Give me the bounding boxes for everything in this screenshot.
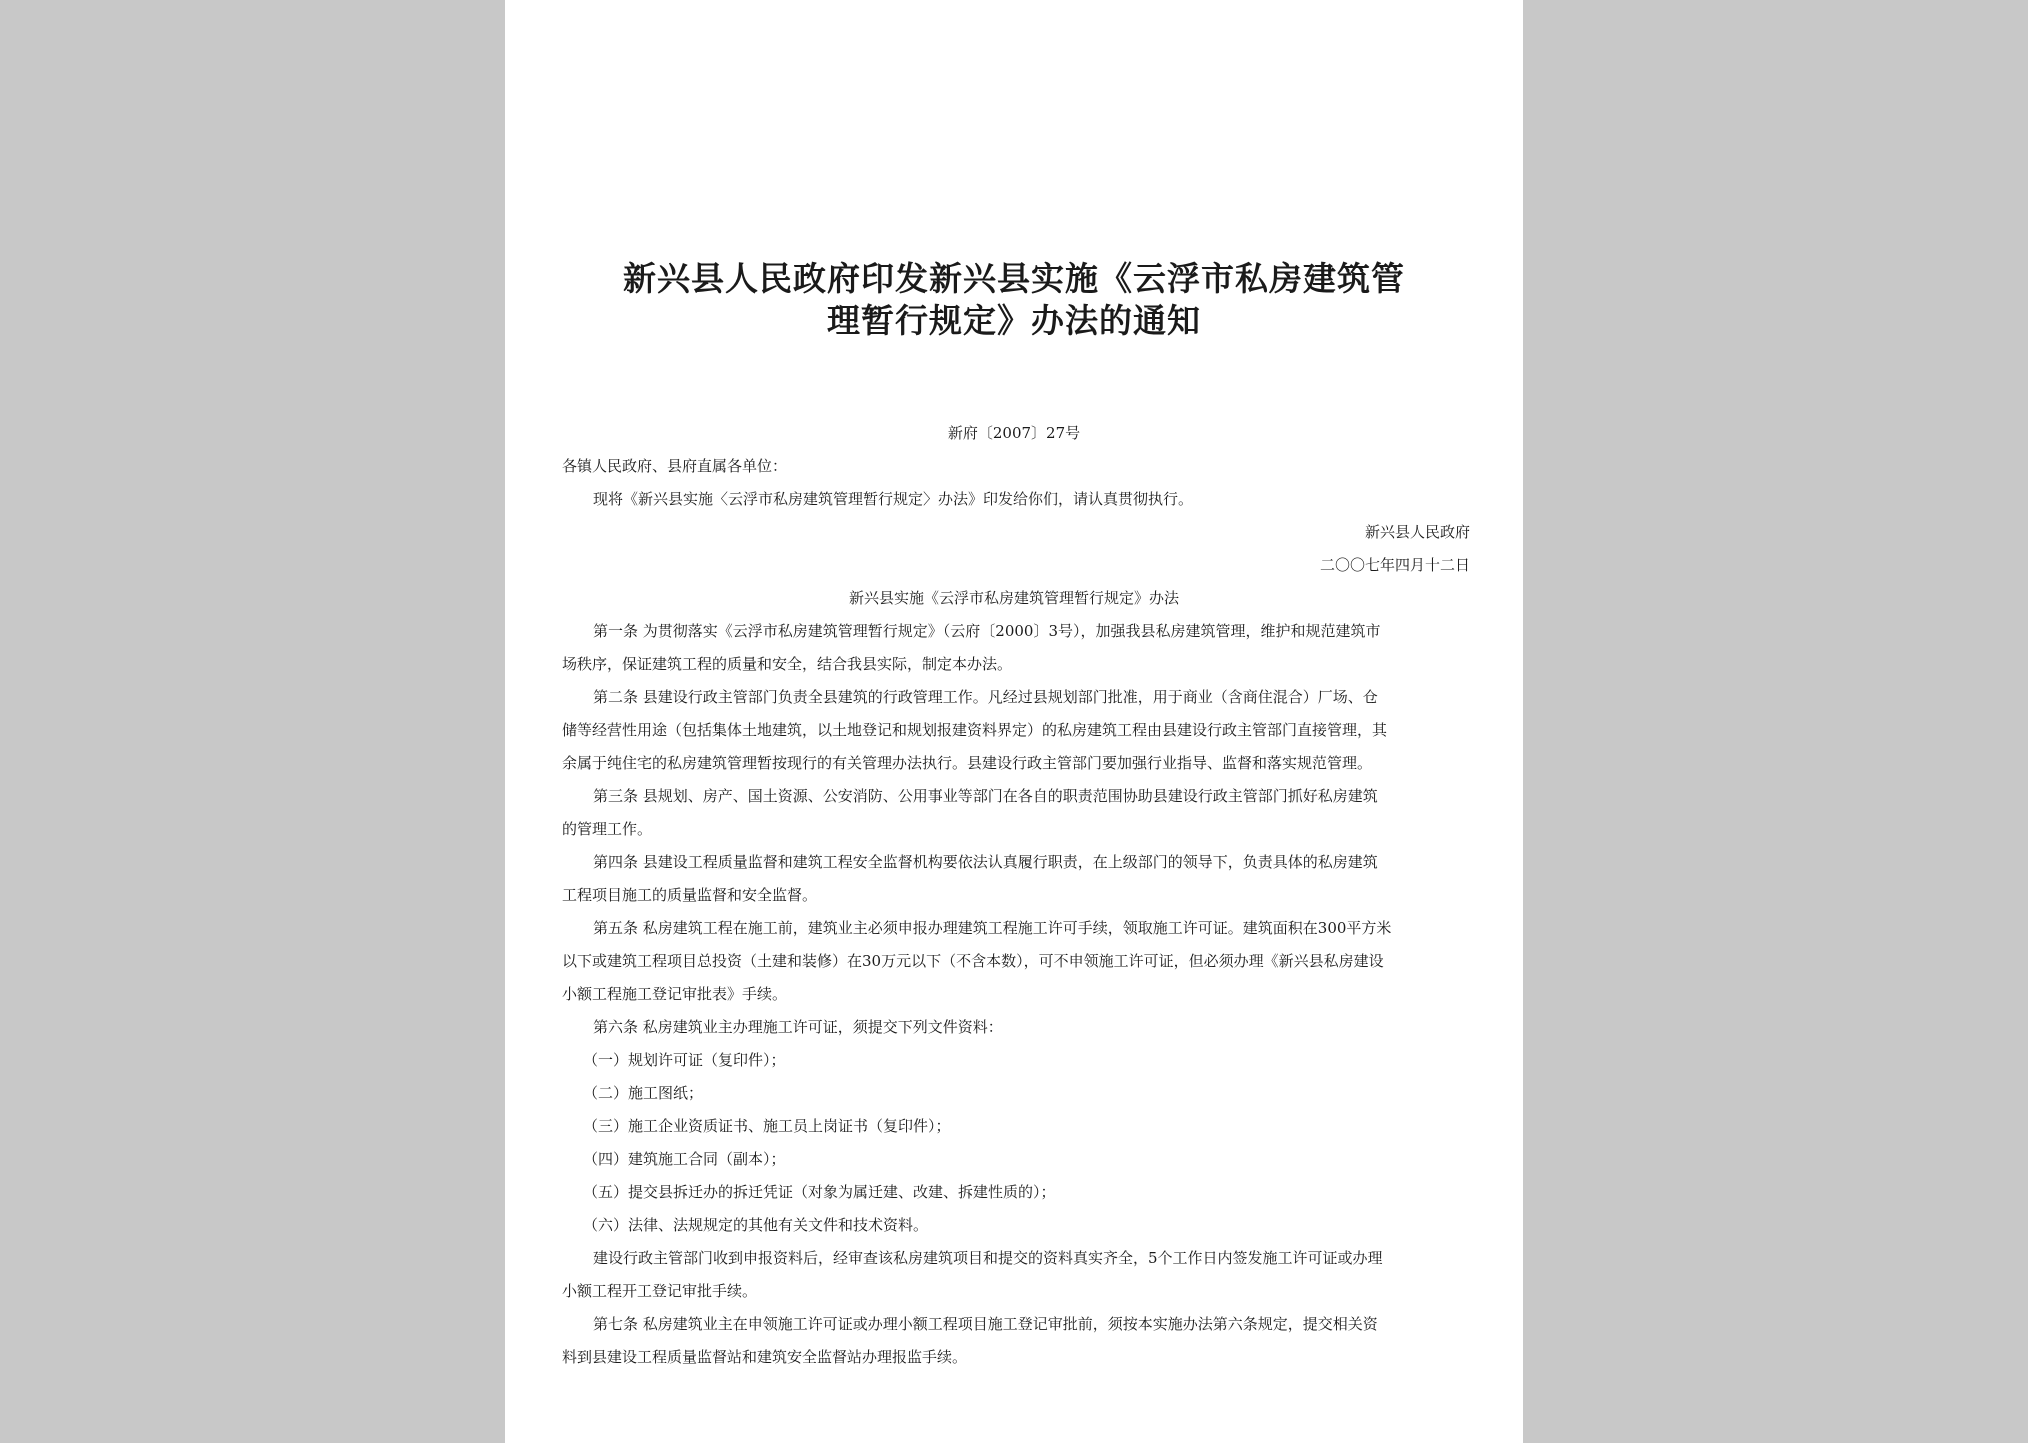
body-line: 工程项目施工的质量监督和安全监督。 (562, 886, 818, 904)
issue-date: 二〇〇七年四月十二日 (1319, 556, 1470, 574)
issuer-signature: 新兴县人民政府 (1364, 523, 1470, 541)
document-subtitle: 新兴县实施《云浮市私房建筑管理暂行规定》办法 (848, 589, 1179, 607)
body-line: 场秩序，保证建筑工程的质量和安全，结合我县实际，制定本办法。 (562, 655, 1013, 673)
intro-paragraph: 现将《新兴县实施〈云浮市私房建筑管理暂行规定〉办法》印发给你们，请认真贯彻执行。 (593, 490, 1194, 508)
document-page (505, 0, 1523, 1443)
body-line: 第五条 私房建筑工程在施工前，建筑业主必须申报办理建筑工程施工许可手续，领取施工许可证。建筑面积在300平方米 (593, 919, 1392, 937)
document-title (565, 258, 1463, 342)
list-item: （五）提交县拆迁办的拆迁凭证（对象为属迁建、改建、拆建性质的）； (583, 1183, 1056, 1201)
body-line: 以下或建筑工程项目总投资（土建和装修）在30万元以下（不含本数），可不申领施工许可证，但必须办理《新兴县私房建设 (562, 952, 1384, 970)
body-line: 小额工程施工登记审批表》手续。 (562, 985, 788, 1003)
title-line-1: 新兴县人民政府印发新兴县实施《云浮市私房建筑管 (623, 259, 1405, 298)
body-line: 余属于纯住宅的私房建筑管理暂按现行的有关管理办法执行。县建设行政主管部门要加强行业指导、监督和落实规范管理。 (562, 754, 1373, 772)
list-item: （一）规划许可证（复印件）； (583, 1051, 786, 1069)
list-item: （六）法律、法规规定的其他有关文件和技术资料。 (583, 1216, 929, 1234)
body-line: 小额工程开工登记审批手续。 (562, 1282, 758, 1300)
body-line: 的管理工作。 (562, 820, 653, 838)
body-line: 第三条 县规划、房产、国土资源、公安消防、公用事业等部门在各自的职责范围协助县建设行政主管部门抓好私房建筑 (593, 787, 1378, 805)
body-line: 第一条 为贯彻落实《云浮市私房建筑管理暂行规定》（云府〔2000〕3号），加强我县私房建筑管理，维护和规范建筑市 (593, 622, 1381, 640)
body-line: 储等经营性用途（包括集体土地建筑，以土地登记和规划报建资料界定）的私房建筑工程由县建设行政主管部门直接管理，其 (562, 721, 1388, 739)
list-item: （二）施工图纸； (583, 1084, 704, 1102)
body-line: 第四条 县建设工程质量监督和建筑工程安全监督机构要依法认真履行职责，在上级部门的领导下，负责具体的私房建筑 (593, 853, 1378, 871)
list-item: （三）施工企业资质证书、施工员上岗证书（复印件）； (583, 1117, 951, 1135)
body-line: 第二条 县建设行政主管部门负责全县建筑的行政管理工作。凡经过县规划部门批准，用于商业（含商住混合）厂场、仓 (593, 688, 1378, 706)
document-number: 新府〔2007〕27号 (947, 424, 1081, 442)
addressee: 各镇人民政府、县府直属各单位： (562, 457, 788, 475)
body-line: 第六条 私房建筑业主办理施工许可证，须提交下列文件资料： (593, 1018, 1003, 1036)
list-item: （四）建筑施工合同（副本）； (583, 1150, 786, 1168)
body-line: 第七条 私房建筑业主在申领施工许可证或办理小额工程项目施工登记审批前，须按本实施办法第六条规定，提交相关资 (593, 1315, 1378, 1333)
body-line: 料到县建设工程质量监督站和建筑安全监督站办理报监手续。 (562, 1348, 968, 1366)
body-line: 建设行政主管部门收到申报资料后，经审查该私房建筑项目和提交的资料真实齐全，5个工作日内签发施工许可证或办理 (593, 1249, 1383, 1267)
title-line-2: 理暂行规定》办法的通知 (827, 301, 1201, 340)
